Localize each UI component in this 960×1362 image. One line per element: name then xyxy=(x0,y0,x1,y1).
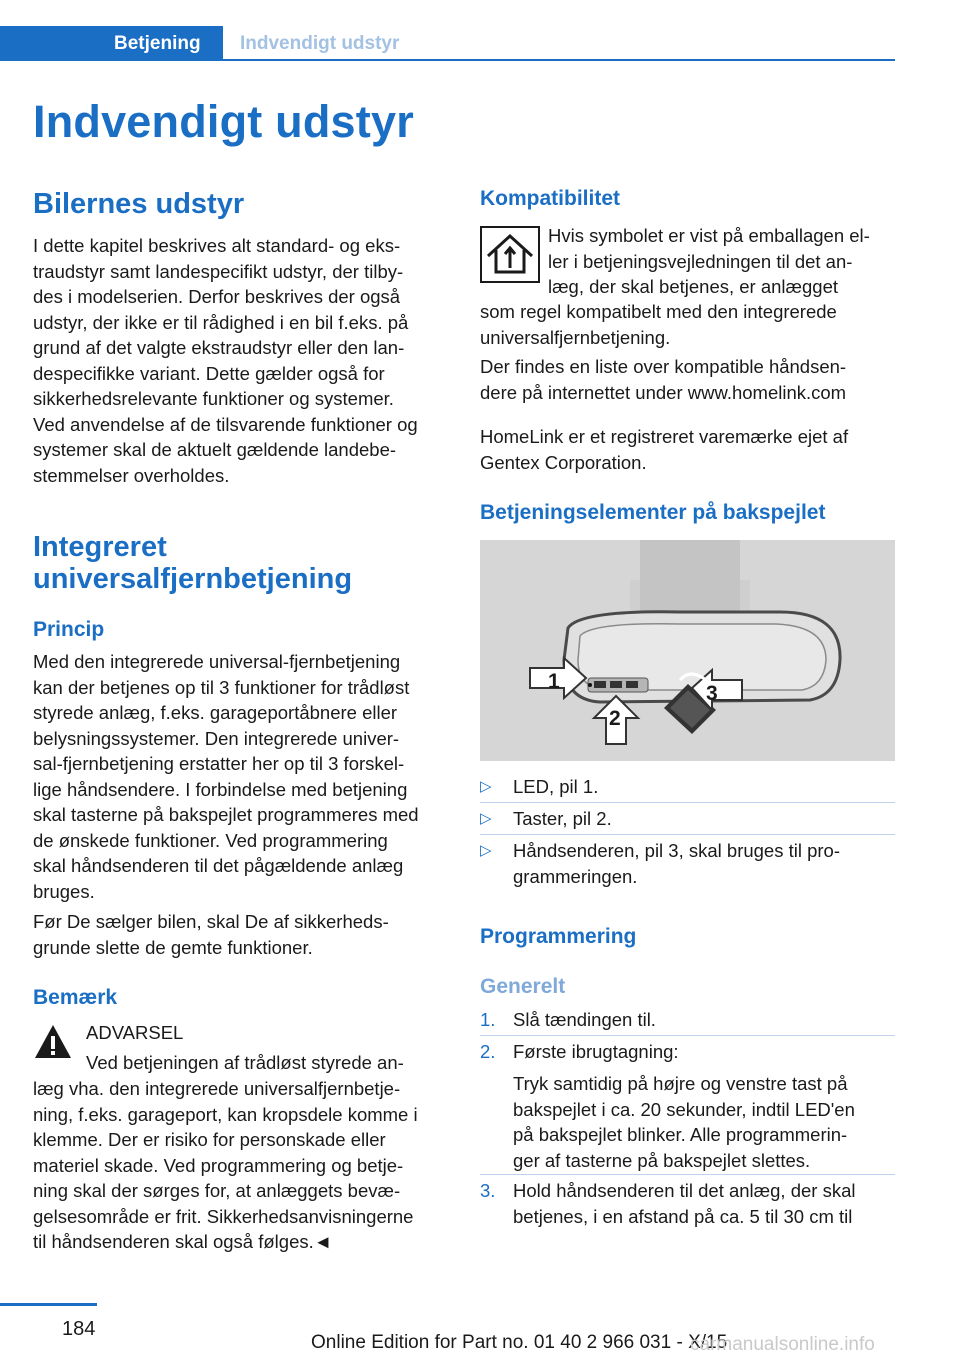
triangle-bullet-icon: ▷ xyxy=(480,810,492,827)
warning-label: ADVARSEL xyxy=(86,1022,184,1043)
footer-rule xyxy=(0,1303,97,1306)
text-line: despecifikke variant. Dette gælder også for xyxy=(33,362,385,384)
triangle-bullet-icon: ▷ xyxy=(480,778,492,795)
text-line: på bakspejlet blinker. Alle programmerin- xyxy=(513,1124,848,1145)
divider xyxy=(480,1035,895,1036)
text-line: dere på internettet under www.homelink.com xyxy=(480,381,847,403)
text-line: klemme. Der er risiko for personskade eller xyxy=(33,1129,386,1150)
text-line: Ved anvendelse af de tilsvarende funktioner og xyxy=(33,413,418,435)
list-item: ▷ Håndsenderen, pil 3, skal bruges til pro- xyxy=(480,838,895,890)
watermark: carmanualsonline.info xyxy=(690,1334,875,1355)
warning-text xyxy=(33,1076,453,1255)
list-item: ▷ LED, pil 1. xyxy=(480,774,895,800)
text-line: des i modelserien. Derfor beskrives der også xyxy=(33,286,401,307)
text-line: Med den integrerede universal-fjernbetjening xyxy=(33,651,401,672)
home-compat-icon xyxy=(480,226,540,283)
princip-text-2 xyxy=(33,909,453,960)
warning-text-indented: Ved betjeningen af trådløst styrede an- xyxy=(86,1052,404,1073)
text-line: bakspejlet i ca. 20 sekunder, indtil LED'en xyxy=(513,1098,855,1120)
subheading-betjeningselementer: Betjeningselementer på bakspejlet xyxy=(480,501,826,524)
text-line: gelsesområde er frit. Sikkerhedsanvisningerne xyxy=(33,1205,414,1227)
text-line: læg vha. den integrerede universalfjernbetje- xyxy=(33,1078,401,1099)
step-continuation: betjenes, i en afstand på ca. 5 til 30 cm til xyxy=(513,1206,853,1227)
list-item: ▷ Taster, pil 2. xyxy=(480,806,895,832)
text-line: I dette kapitel beskrives alt standard- og eks- xyxy=(33,235,401,256)
divider xyxy=(480,802,895,803)
list-text xyxy=(480,354,900,405)
step-detail xyxy=(513,1071,898,1173)
tab-indvendigt-udstyr[interactable]: Indvendigt udstyr xyxy=(240,33,400,54)
princip-text xyxy=(33,649,453,904)
text-line: materiel skade. Ved programmering og betje- xyxy=(33,1154,404,1176)
text-line: som regel kompatibelt med den integrerede xyxy=(480,301,837,322)
text-line: sal-fjernbetjening erstatter her op til 3 forskel- xyxy=(33,753,405,774)
mirror-figure xyxy=(480,540,895,761)
subheading-bemaerk: Bemærk xyxy=(33,986,118,1009)
text-line: systemer skal de aktuelt gældende landebe- xyxy=(33,439,397,460)
subheading-kompatibilitet: Kompatibilitet xyxy=(480,187,620,210)
text-line: kan der betjenes op til 3 funktioner for trådløst xyxy=(33,676,410,698)
text-line: Hvis symbolet er vist på emballagen el- xyxy=(548,225,870,246)
step-item: 2. Første ibrugtagning: xyxy=(480,1041,679,1062)
subheading-princip: Princip xyxy=(33,618,105,641)
text-line: belysningssystemer. Den integrerede univer- xyxy=(33,727,400,749)
text-line: Tryk samtidig på højre og venstre tast på xyxy=(513,1073,848,1094)
text-line: ler i betjeningsvejledningen til det an- xyxy=(548,250,853,272)
text-line: HomeLink er et registreret varemærke ejet af xyxy=(480,426,849,447)
step-item: 3. Hold håndsenderen til det anlæg, der skal xyxy=(480,1180,856,1201)
text-line: Før De sælger bilen, skal De af sikkerheds- xyxy=(33,911,389,932)
page-title: Indvendigt udstyr xyxy=(33,96,414,147)
step-item: 1. Slå tændingen til. xyxy=(480,1009,656,1030)
page-header xyxy=(0,26,895,62)
subheading-generelt: Generelt xyxy=(480,975,566,998)
compat-text xyxy=(480,299,900,350)
divider xyxy=(480,834,895,835)
edition-text: Online Edition for Part no. 01 40 2 966 031 - X/15 xyxy=(311,1332,728,1353)
text-line: Der findes en liste over kompatible håndsen- xyxy=(480,356,847,377)
text-line: universalfjernbetjening. xyxy=(480,326,671,348)
text-line: skal tasterne på bakspejlet programmeres med xyxy=(33,804,419,825)
text-line: sikkerhedsrelevante funktioner og systemer. xyxy=(33,388,394,409)
text-line: læg, der skal betjenes, er anlægget xyxy=(548,276,839,297)
header-rule xyxy=(0,59,895,61)
figure-label-2: 2 xyxy=(609,707,621,730)
text-line: grunde slette de gemte funktioner. xyxy=(33,936,313,958)
text-line: skal håndsenderen til det pågældende anlæg xyxy=(33,855,404,876)
section-heading-integreret-l1: Integreret xyxy=(33,531,167,563)
text-line: ning skal der sørges for, at anlæggets bevæ- xyxy=(33,1180,401,1201)
figure-label-3: 3 xyxy=(706,682,718,705)
text-line: stemmelser overholdes. xyxy=(33,464,230,486)
text-line: de ønskede funktioner. Ved programmering xyxy=(33,829,388,851)
text-line: ning, f.eks. garageport, kan kropsdele komme i xyxy=(33,1103,418,1125)
figure-label-1: 1 xyxy=(548,670,560,693)
text-line: ger af tasterne på bakspejlet slettes. xyxy=(513,1149,811,1171)
warning-icon xyxy=(33,1020,93,1077)
section-text-bilernes-udstyr xyxy=(33,233,453,488)
compat-text-indented xyxy=(548,223,898,300)
page-number: 184 xyxy=(62,1318,96,1340)
tab-betjening[interactable]: Betjening xyxy=(0,26,223,61)
trademark-text xyxy=(480,424,900,475)
subheading-programmering: Programmering xyxy=(480,925,637,948)
text-line: udstyr, der ikke er til rådighed i en bil f.eks. på xyxy=(33,311,409,333)
text-line: grund af det valgte ekstraudstyr eller den lan- xyxy=(33,337,405,358)
section-heading-bilernes-udstyr: Bilernes udstyr xyxy=(33,188,245,220)
divider xyxy=(480,1174,895,1175)
section-heading-integreret-l2: universalfjernbetjening xyxy=(33,563,353,595)
text-line: Gentex Corporation. xyxy=(480,451,647,473)
triangle-bullet-icon: ▷ xyxy=(480,842,492,859)
list-item-continuation: grammeringen. xyxy=(513,866,638,887)
text-line: lige håndsendere. I forbindelse med betjening xyxy=(33,778,408,800)
text-line: bruges. xyxy=(33,880,95,902)
text-line: traudstyr samt landespecifikt udstyr, der tilby- xyxy=(33,260,404,282)
text-line: til håndsenderen skal også følges.◄ xyxy=(33,1231,333,1252)
text-line: styrede anlæg, f.eks. garageportåbnere eller xyxy=(33,702,398,723)
